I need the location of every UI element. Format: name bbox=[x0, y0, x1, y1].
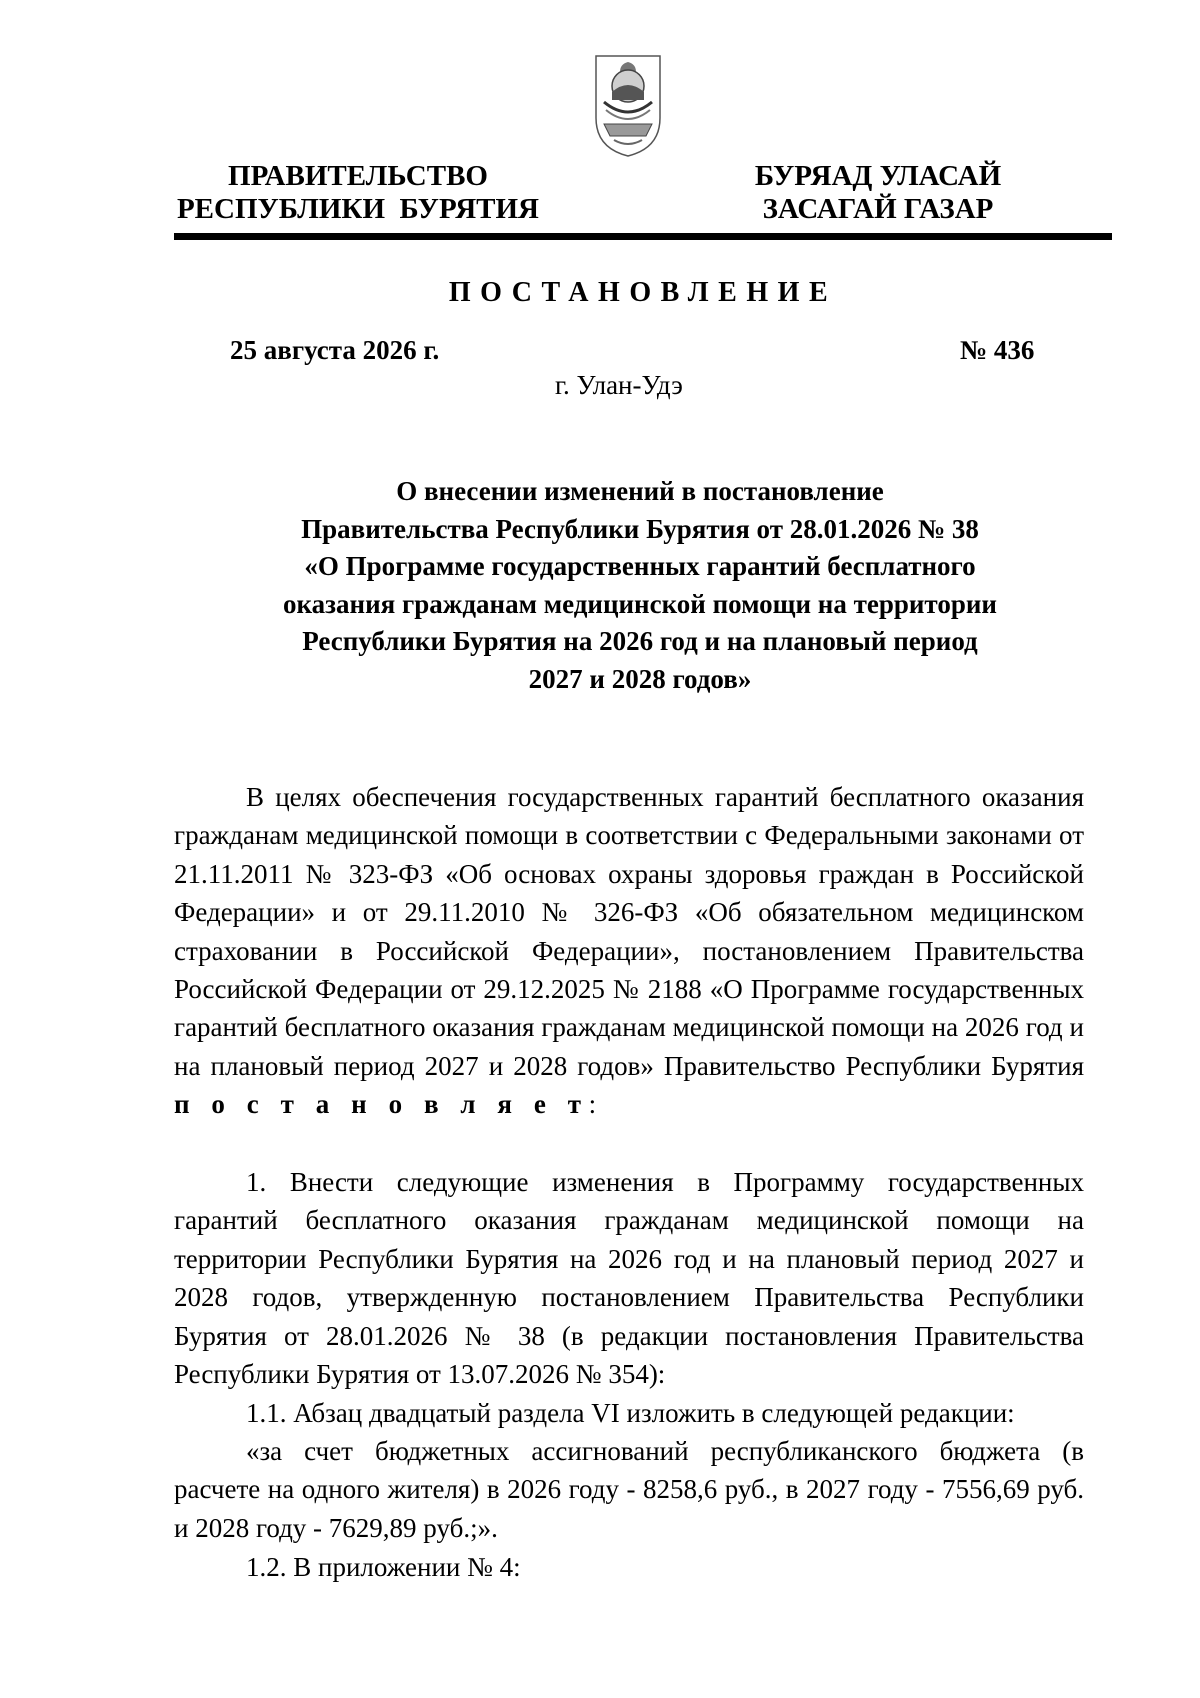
document-city: г. Улан-Удэ bbox=[555, 370, 683, 400]
item-1-2-paragraph bbox=[174, 1548, 1084, 1586]
document-date: 25 августа 2026 г. bbox=[230, 335, 440, 365]
title-line: «О Программе государственных гарантий бесплатного bbox=[304, 551, 976, 581]
item-1-1-quote-text: «за счет бюджетных ассигнований республиканского бюджета (в расчете на одного жителя) в 2026 году - 8258,6 руб., в 2027 году - 7556,69 руб. и 2028 году - 7629,89 руб.;». bbox=[174, 1436, 1084, 1543]
title-line: 2027 и 2028 годов» bbox=[528, 663, 752, 694]
title-line: Правительства Республики Бурятия от 28.01.2026 № 38 bbox=[301, 513, 979, 544]
government-name-russian bbox=[176, 160, 540, 226]
item-1-paragraph bbox=[174, 1163, 1084, 1393]
item-1-1-paragraph bbox=[174, 1394, 1084, 1432]
item-1-2-text: 1.2. В приложении № 4: bbox=[246, 1552, 521, 1582]
government-name-line-1: ПРАВИТЕЛЬСТВО bbox=[228, 160, 488, 192]
resolves-word: п о с т а н о в л я е т bbox=[174, 1089, 589, 1120]
header-divider bbox=[174, 233, 1112, 240]
title-line: оказания гражданам медицинской помощи на территории bbox=[283, 588, 997, 619]
government-name-buryat-line-2: ЗАСАГАЙ ГАЗАР bbox=[762, 193, 994, 225]
item-1-text: 1. Внести следующие изменения в Программу государственных гарантий бесплатного оказания гражданам медицинской помощи на территории Республики Бурятия на 2026 год и на плановый период 2027 и 2028 годов, утвержденную постановлением Правительства Республики Бурятия от 28.01.2026 № 38 (в редакции постановления Правительства Республики Бурятия от 13.07.2026 № 354): bbox=[174, 1167, 1084, 1390]
document-number: № 436 bbox=[960, 335, 1035, 365]
preamble-text: В целях обеспечения государственных гарантий бесплатного оказания гражданам медицинской помощи в соответствии с Федеральными законами от 21.11.2011 № 323-ФЗ «Об основах охраны здоровья граждан в Российской Федерации» и от 29.11.2010 № 326-ФЗ «Об обязательном медицинском страховании в Российской Федерации», постановлением Правительства Российской Федерации от 29.12.2025 № 2188 «О Программе государственных гарантий бесплатного оказания гражданам медицинской помощи на 2026 год и на плановый период 2027 и 2028 годов» Правительство Республики Бурятия bbox=[174, 782, 1084, 1081]
item-1-1-quote-paragraph bbox=[174, 1432, 1084, 1547]
government-name-buryat-line-1: БУРЯАД УЛАСАЙ bbox=[754, 160, 1002, 192]
government-name-line-2: РЕСПУБЛИКИ БУРЯТИЯ bbox=[176, 193, 540, 225]
resolves-colon: : bbox=[588, 1089, 597, 1120]
document-type: ПОСТАНОВЛЕНИЕ bbox=[448, 277, 838, 308]
buryatia-coat-of-arms-emblem bbox=[590, 48, 666, 160]
title-line: О внесении изменений в постановление bbox=[396, 476, 884, 506]
title-line: Республики Бурятия на 2026 год и на плановый период bbox=[302, 626, 978, 656]
document-title bbox=[200, 473, 1080, 698]
preamble-paragraph bbox=[174, 778, 1084, 1124]
item-1-1-text: 1.1. Абзац двадцатый раздела VI изложить в следующей редакции: bbox=[246, 1398, 1015, 1428]
government-name-buryat bbox=[748, 160, 1008, 226]
